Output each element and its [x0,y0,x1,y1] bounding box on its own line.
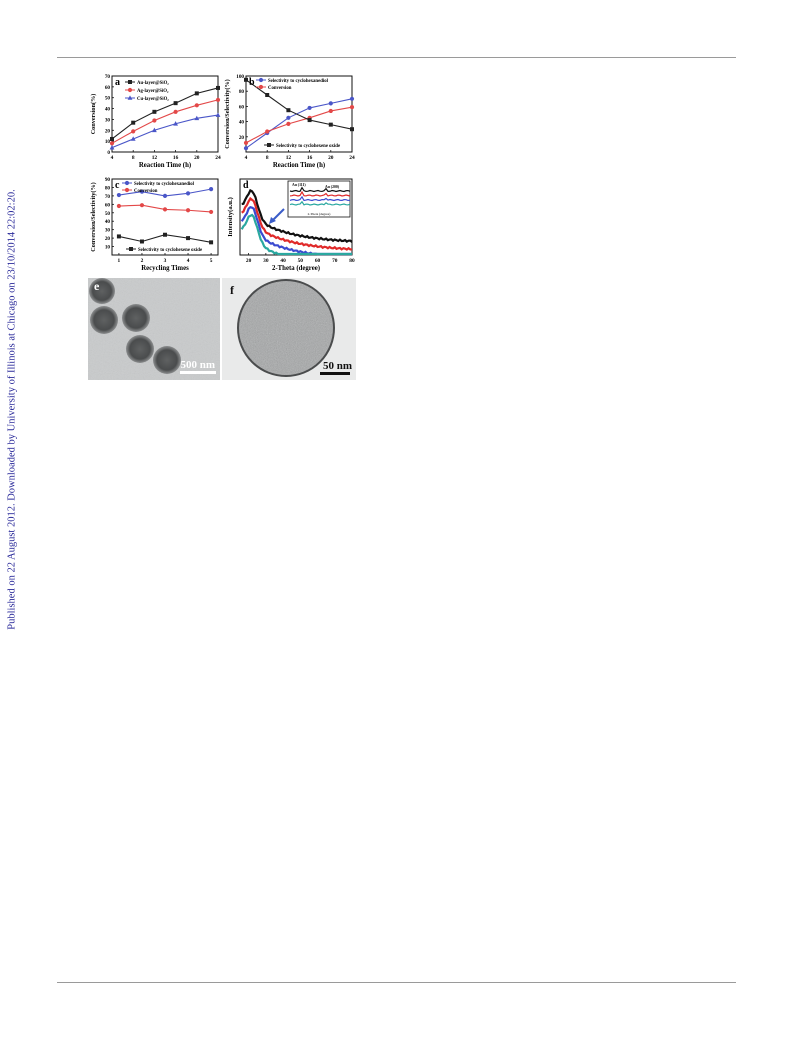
y-tick-label: 60 [238,104,244,111]
tem-image-spheres [88,278,220,380]
data-point [186,236,190,240]
legend-label: Conversion [134,188,158,194]
x-axis-label: 2-Theta (degree) [271,265,321,272]
scale-bar-line-f [320,372,350,375]
x-tick-label: 40 [280,258,286,264]
y-tick-label: 40 [104,219,110,226]
x-tick-label: 60 [314,258,321,264]
data-point [152,110,156,114]
data-point [350,105,354,109]
chart-d [227,179,355,272]
data-point [163,207,167,211]
panel-letter-f: f [230,283,234,297]
y-tick-label: 20 [104,236,110,243]
panel-letter: a [115,77,120,88]
y-tick-label: 100 [236,74,244,80]
x-tick-label: 4 [244,155,248,161]
y-tick-label: 30 [104,227,110,234]
data-point [195,103,199,107]
data-point [186,191,190,195]
series-line [112,100,218,143]
x-tick-label: 20 [194,155,200,161]
y-tick-label: 20 [104,128,110,135]
legend-label: Conversion [268,85,292,91]
series [117,233,213,245]
legend-label: Ag-layer@SiO₂ [137,88,169,94]
data-point [350,127,354,131]
x-tick-label: 12 [285,155,292,161]
data-point [163,233,167,237]
legend-label: Au-layer@SiO₂ [137,80,169,86]
x-tick-label: 5 [209,258,213,264]
series [110,112,221,149]
x-tick-label: 12 [151,155,158,161]
inset-label-111: Au (111) [292,183,306,187]
legend-marker [267,143,271,147]
data-point [286,122,290,126]
series-line [112,115,218,148]
x-axis-label: Reaction Time (h) [138,162,192,169]
legend-marker [128,80,132,84]
tem-image-single-sphere [222,278,356,380]
y-axis-label: Conversion(%) [90,93,97,135]
y-tick-label: 80 [238,89,244,96]
data-point [110,141,114,145]
y-tick-label: 20 [238,134,244,141]
series [110,98,220,146]
data-point [140,239,144,243]
data-point [216,98,220,102]
y-axis-label: Conversion/Selectivity(%) [90,182,97,252]
scale-bar-line-e [180,371,216,374]
data-point [117,193,121,197]
download-watermark-text: Published on 22 August 2012. Downloaded by University of Illinois at Chicago on 23/10/2014 22:02:20. [7,188,18,630]
y-tick-label: 30 [104,117,110,124]
data-point [265,129,269,133]
figure [88,72,356,382]
panel-letter: c [115,180,120,191]
data-point [152,118,156,122]
series-line [112,88,218,139]
legend-marker [259,78,263,82]
panel-d [222,175,356,277]
footer-rule [57,982,736,983]
data-point [174,101,178,105]
inset [288,181,350,217]
y-tick-label: 90 [104,177,110,183]
chart-b [224,74,355,169]
y-tick-label: 70 [104,193,110,200]
data-point [117,204,121,208]
scale-bar-label-f: 50 nm [322,360,352,372]
x-tick-label: 20 [328,155,334,161]
legend-label: Selectivity to cyclohexanediol [268,78,328,84]
data-point [265,93,269,97]
data-point [195,91,199,95]
y-tick-label: 40 [104,106,110,113]
x-tick-label: 8 [265,155,269,161]
data-point [131,121,135,125]
y-tick-label: 10 [104,139,110,146]
legend-marker [259,85,263,89]
series [244,97,354,151]
data-point [186,208,190,212]
x-tick-label: 8 [131,155,135,161]
x-tick-label: 24 [215,155,221,161]
x-tick-label: 2 [140,258,144,264]
panel-e [88,278,220,380]
y-tick-label: 0 [107,150,110,156]
y-tick-label: 60 [104,202,110,209]
scale-bar-label-e: 500 nm [180,359,215,371]
data-point [209,240,213,244]
x-tick-label: 4 [110,155,114,161]
data-point [308,106,312,110]
download-watermark [2,183,23,635]
data-point [174,110,178,114]
legend-marker [128,88,132,92]
x-tick-label: 50 [297,258,304,264]
y-axis-label: Conversion/Selectivity(%) [224,79,231,149]
data-point [286,108,290,112]
data-point [216,86,220,90]
data-point [308,118,312,122]
series [110,86,220,141]
x-tick-label: 70 [332,258,338,264]
series [117,187,213,198]
data-point [209,210,213,214]
data-point [163,194,167,198]
data-point [350,97,354,101]
panel-letter-e: e [94,279,100,293]
data-point [209,187,213,191]
legend-marker [125,181,129,185]
data-point [329,109,333,113]
x-tick-label: 3 [163,258,167,264]
series [244,105,354,145]
x-tick-label: 20 [245,258,252,264]
x-tick-label: 16 [306,155,313,161]
panel-a [88,72,222,174]
x-tick-label: 30 [263,258,269,264]
y-tick-label: 40 [238,119,244,126]
x-tick-label: 24 [349,155,355,161]
panel-b [222,72,356,174]
y-tick-label: 80 [104,185,110,192]
panel-c [88,175,222,277]
inset-label-200: Au (200) [325,185,340,189]
x-axis-label: Recycling Times [141,265,189,272]
panel-f [222,278,356,380]
data-point [329,123,333,127]
legend-label: Cu-layer@SiO₂ [137,96,169,102]
arrow-shaft [272,209,284,221]
chart-a [90,74,221,169]
legend-label: Selectivity to cyclohexanediol [134,181,194,187]
x-tick-label: 16 [172,155,179,161]
panel-letter: d [243,180,249,191]
y-tick-label: 70 [104,74,110,80]
x-tick-label: 4 [186,258,190,264]
x-axis-label: Reaction Time (h) [272,162,326,169]
data-point [286,116,290,120]
header-rule [57,57,736,58]
y-tick-label: 50 [104,210,110,217]
data-point [110,137,114,141]
data-point [329,101,333,105]
y-tick-label: 60 [104,84,110,91]
data-point [140,203,144,207]
inset-x-label: 2-Theta (degree) [307,212,331,216]
y-tick-label: 50 [104,95,110,102]
series-line [246,99,352,148]
chart-c [90,177,218,272]
data-point [131,129,135,133]
legend-label: Selectivity to cyclohexene oxide [138,247,203,253]
data-point [244,146,248,150]
y-tick-label: 10 [104,244,110,251]
data-point [216,112,221,116]
x-tick-label: 1 [117,258,121,264]
panel-letter: b [249,77,255,88]
series [117,203,213,214]
data-point [244,141,248,145]
legend-label: Selectivity to cyclohexene oxide [276,143,341,149]
legend-marker [125,188,129,192]
data-point [117,234,121,238]
legend-marker [129,247,133,251]
x-tick-label: 80 [349,258,355,264]
data-point [244,78,248,82]
y-axis-label: Intensity(a.u.) [227,197,234,237]
